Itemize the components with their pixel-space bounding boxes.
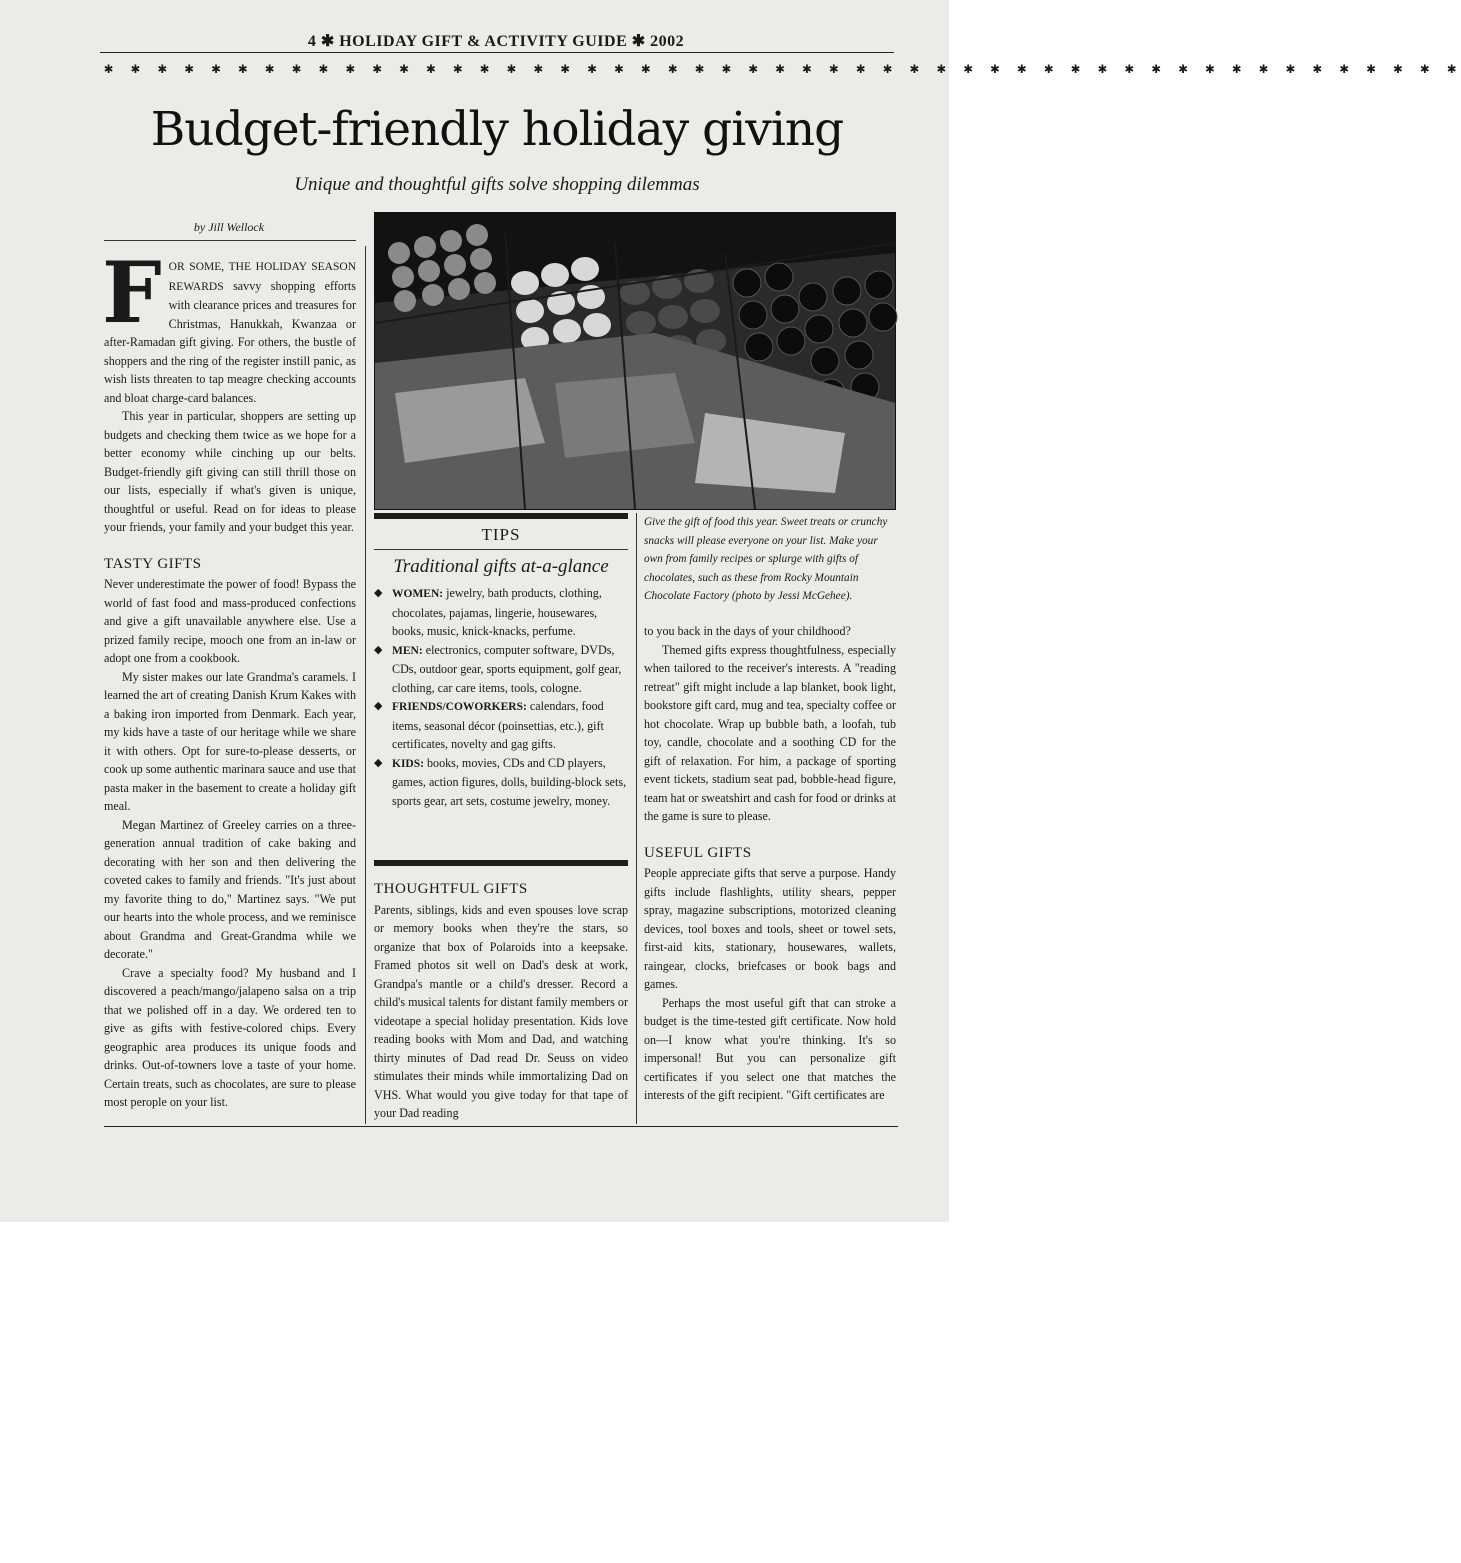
lead-in-caps: OR SOME, THE HOLIDAY SEASON REWARDS — [168, 261, 356, 293]
chocolates-photo — [374, 212, 896, 510]
chocolates-illustration — [375, 213, 895, 509]
article-subtitle: Unique and thoughtful gifts solve shopping dilemmas — [294, 174, 700, 195]
tips-list — [374, 584, 628, 810]
tips-item-label: MEN: — [392, 644, 423, 657]
useful-paragraph-1: People appreciate gifts that serve a purpose. Handy gifts include flashlights, utility shears, pepper spray, magazine subscriptions, motorized cleaning devices, tool boxes and tools, sheet or towel sets, first-aid kits, stationary, housewares, wallets, raingear, clocks, briefcases or book bags and games. — [644, 866, 896, 991]
tips-bottom-rule — [374, 860, 628, 866]
tips-title: TIPS — [481, 525, 521, 544]
tips-item-text: electronics, computer software, DVDs, CDs, outdoor gear, sports equipment, golf gear, clothing, car care items, tools, cologne. — [392, 642, 622, 695]
running-head: 4 ✱ HOLIDAY GIFT & ACTIVITY GUIDE ✱ 2002 — [307, 33, 685, 50]
drop-cap: F — [102, 243, 162, 342]
tips-item-text: calendars, food items, seasonal décor (poinsettias, etc.), gift certificates, novelty and gag gifts. — [392, 699, 604, 751]
tips-top-rule — [374, 513, 628, 519]
diamond-bullet-icon: ◆ — [374, 756, 383, 769]
tips-item-label: FRIENDS/COWORKERS: — [392, 701, 527, 713]
diamond-bullet-icon: ◆ — [374, 643, 383, 656]
thoughtful-paragraph-1: Parents, siblings, kids and even spouses love scrap or memory books when they're the stars, so organize that box of Polaroids into a keepsake. Framed photos sit well on Dad's desk at work, Grandpa's mantle or a child's dresser. Record a child's musical talents for distant family members or videotape a special holiday presentation. Kids love reading books with Mom and Dad, and watching thirty minutes of Dad read Dr. Seuss on video stimulates their minds while immortalizing Dad on VHS. What would you give today for that tape of your Dad reading — [374, 902, 628, 1120]
tips-item-label: KIDS: — [392, 757, 424, 770]
intro-paragraph-1 — [102, 243, 356, 407]
article-title: Budget-friendly holiday giving — [150, 102, 844, 157]
star-border: ✱ ✱ ✱ ✱ ✱ ✱ ✱ ✱ ✱ ✱ ✱ ✱ ✱ ✱ ✱ ✱ ✱ ✱ ✱ ✱ ✱ ✱ ✱ ✱ ✱ ✱ ✱ ✱ ✱ ✱ ✱ ✱ ✱ ✱ ✱ ✱ ✱ ✱ ✱ ✱ ✱ ✱ ✱ ✱ ✱ ✱ ✱ ✱ ✱ ✱ ✱ — [104, 59, 1461, 77]
themed-gifts-paragraph: Themed gifts express thoughtfulness, especially when tailored to the receiver's interests. A "reading retreat" gift might include a lap blanket, book light, bookstore gift card, mug and tea, specialty coffee or hot chocolate. Wrap up bubble bath, a loofah, tub toy, candle, chocolate and a soothing CD for the gift of relaxation. For him, a package of sporting event tickets, stadium seat pad, bobble-head figure, team hat or sweatshirt and cash for food or drinks at the game is sure to please. — [644, 642, 896, 823]
tasty-paragraph-3: Megan Martinez of Greeley carries on a three-generation annual tradition of cake baking and decorating with her son and then delivering the coveted cakes to family and friends. "It's just about my favorite thing to do," Martinez says. "We put our hearts into the whole process, and we reminisce about Grandma and Great-Grandma while we decorate." — [104, 817, 356, 961]
tasty-gifts-heading: TASTY GIFTS — [104, 555, 202, 572]
tips-item-kids — [374, 754, 628, 811]
column-divider-2 — [636, 513, 637, 1124]
intro-paragraph-2: This year in particular, shoppers are setting up budgets and checking them twice as we hope for a better economy while cinching up our belts. Budget-friendly gift giving can still thrill those on our lists, especially if what's given is unique, thoughtful or useful. Read on for ideas to please your friends, your family and your budget this year. — [104, 409, 356, 534]
tips-subtitle: Traditional gifts at-a-glance — [393, 556, 609, 577]
byline: by Jill Wellock — [193, 220, 265, 234]
header-rule — [100, 52, 894, 53]
tasty-paragraph-4: Crave a specialty food? My husband and I discovered a peach/mango/jalapeno salsa on a trip that we polished off in a day. We ordered ten to give as gifts with festive-colored chips. Every geographic area produces its unique foods and drinks. Out-of-towners love a taste of your home. Certain treats, such as chocolates, are sure to please most perople on your list. — [104, 965, 356, 1109]
bottom-rule — [104, 1126, 898, 1127]
tips-sidebar — [374, 513, 628, 810]
tips-item-label: WOMEN: — [392, 588, 444, 600]
column-1 — [102, 243, 356, 1112]
useful-paragraph-2: Perhaps the most useful gift that can stroke a budget is the time-tested gift certificate. Now hold on—I know what you're thinking. It's so impersonal! But you can personalize gift certificates if you select one that matches the interests of the gift recipient. "Gift certificates are — [644, 995, 896, 1102]
tasty-paragraph-2: My sister makes our late Grandma's caramels. I learned the art of creating Danish Krum Kakes with a baking iron imported from Denmark. Each year, my kids have a taste of our heritage while we share it with others. Opt for sure-to-please desserts, or cook up some authentic marinara sauce and use that pasta maker in the basement to create a holiday gift meal. — [104, 669, 356, 813]
tasty-paragraph-1: Never underestimate the power of food! Bypass the world of fast food and mass-produced confections and give a gift unavailable anywhere else. Use a prized family recipe, mooch one from an in-law or adopt one from a cookbook. — [104, 577, 356, 665]
column-divider-1 — [365, 246, 366, 1124]
useful-gifts-heading: USEFUL GIFTS — [644, 844, 752, 861]
tips-item-women — [374, 584, 628, 641]
tips-item-men — [374, 641, 628, 698]
thoughtful-gifts-heading: THOUGHTFUL GIFTS — [374, 881, 528, 897]
continued-paragraph: to you back in the days of your childhood? — [644, 624, 851, 638]
column-2-bottom — [374, 860, 628, 1123]
tips-item-text: jewelry, bath products, clothing, chocolates, pajamas, lingerie, housewares, books, music, knick-knacks, perfume. — [392, 586, 602, 638]
intro-text: savvy shopping efforts with clearance prices and treasures for Christmas, Hanukkah, Kwanzaa or after-Ramadan gift giving. For others, the bustle of shoppers and the ring of the register instill panic, as wish lists threaten to tap meagre checking accounts and bloat charge-card balances. — [104, 278, 356, 405]
diamond-bullet-icon: ◆ — [374, 587, 383, 599]
tips-item-text: books, movies, CDs and CD players, games, action figures, dolls, building-block sets, sports gear, art sets, costume jewelry, money. — [392, 755, 627, 808]
column-3 — [644, 622, 896, 1105]
tips-item-friends — [374, 697, 628, 754]
tips-title-rule — [374, 549, 628, 550]
byline-rule — [104, 240, 356, 241]
diamond-bullet-icon: ◆ — [374, 700, 383, 712]
photo-caption: Give the gift of food this year. Sweet treats or crunchy snacks will please everyone on your list. Make your own from family recipes or splurge with gifts of chocolates, such as these from Rocky Mountain Chocolate Factory (photo by Jessi McGehee). — [644, 516, 888, 602]
